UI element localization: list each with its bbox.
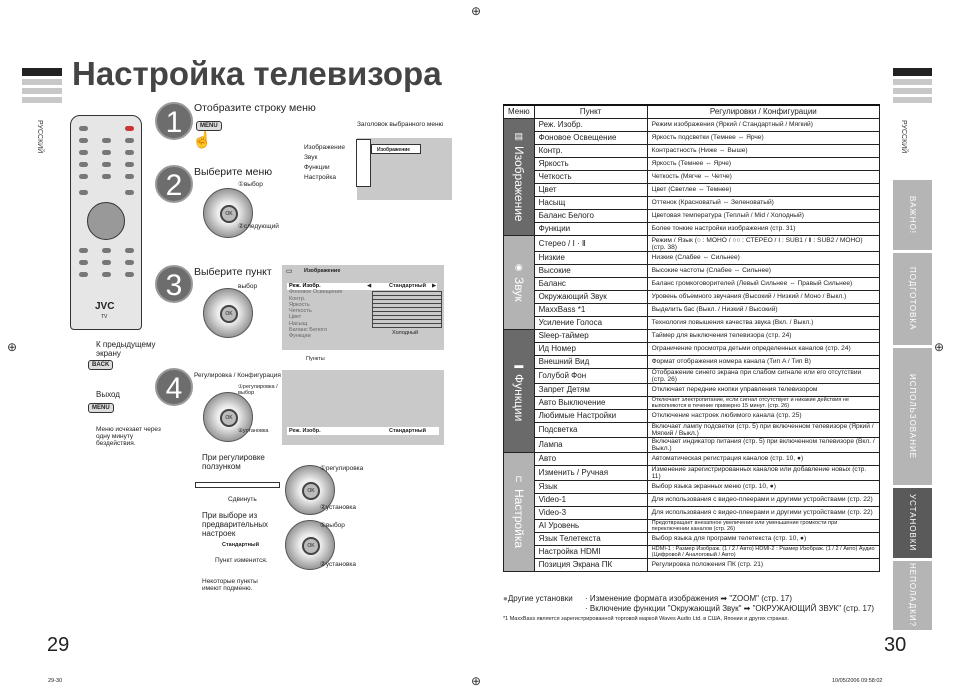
bottom-value: Холодный — [392, 330, 419, 336]
other-settings-line-2: · Включение функции "Окружающий Звук" ➡ "ОКРУЖАЮЩИЙ ЗВУК" (стр. 17) — [585, 604, 875, 613]
table-row — [504, 131, 880, 144]
item-name: Яркость — [534, 157, 647, 170]
table-row — [504, 118, 880, 131]
screen-item: Контр. — [289, 295, 306, 302]
slider-adjust: ①регулировка — [320, 465, 364, 472]
item-name: Функции — [534, 222, 647, 235]
item-description: Предотвращает внезапное увеличение или уменьшение громкости при переключении каналов (стр. 26) — [647, 519, 879, 532]
step-2-number: 2 — [155, 165, 193, 203]
item-name: Баланс Белого — [534, 209, 647, 222]
column-header-settings: Регулировки / Конфигурации — [647, 105, 879, 118]
table-row — [504, 144, 880, 157]
side-tab-4[interactable]: НЕПОЛАДКИ? — [893, 561, 932, 630]
registration-mark-icon: ⊕ — [7, 340, 18, 354]
table-row — [504, 506, 880, 519]
navigation-pad: OK — [203, 288, 253, 338]
registration-mark-icon: ⊕ — [471, 4, 482, 18]
item-description: Для использования с видео-плеерами и другими устройствами (стр. 22) — [647, 506, 879, 519]
other-settings — [503, 594, 883, 613]
slider-set: ②установка — [320, 504, 357, 511]
item-description: Контрастность (Ниже ⇔ Выше) — [647, 144, 879, 157]
table-row — [504, 383, 880, 396]
exit-key: MENU — [88, 403, 114, 413]
item-name: Стерео / Ⅰ · Ⅱ — [534, 235, 647, 251]
item-description: Включает индикатор питания (стр. 5) при включенном телевизоре (Вкл. / Выкл.) — [647, 437, 879, 452]
menu-key: MENU — [196, 121, 222, 131]
menu-group-0 — [504, 118, 535, 235]
item-name: Фоновое Освещение — [534, 131, 647, 144]
item-description: Формат отображения номера канала (Тип A / Тип B) — [647, 355, 879, 368]
item-description: Отображение синего экрана при слабом сигнале или его отсутствии (стр. 26) — [647, 368, 879, 383]
table-row — [504, 290, 880, 303]
remote-brand: JVC — [95, 301, 115, 312]
item-description: Более тонкие настройки изображения (стр. 31) — [647, 222, 879, 235]
item-name: Лампа — [534, 437, 647, 452]
item-name: Изменить / Ручная — [534, 465, 647, 480]
preset-set: ②установка — [320, 561, 357, 568]
item-name: Реж. Изобр. — [534, 118, 647, 131]
item-description: Высокие частоты (Слабее ⇔ Сильнее) — [647, 264, 879, 277]
item-description: Ограничение просмотра детьми определенных каналов (стр. 24) — [647, 342, 879, 355]
next-hint: ②следующий — [238, 223, 279, 230]
setup-icon: ⊓ — [515, 474, 523, 485]
item-value: Стандартный — [389, 283, 426, 289]
table-row — [504, 493, 880, 506]
table-row — [504, 251, 880, 264]
item-description: Включает лампу подсветки (стр. 5) при включенном телевизоре (Яркий / Мягкий / Выкл.) — [647, 422, 879, 437]
item-name: Язык Телетекста — [534, 532, 647, 545]
language-label: РУССКИЙ — [900, 120, 907, 154]
table-row — [504, 368, 880, 383]
select-hint: выбор — [238, 283, 258, 290]
menu-group-3 — [504, 452, 535, 571]
item-description: Отключает передние кнопки управления телевизором — [647, 383, 879, 396]
exit-note: Выход — [96, 390, 120, 399]
screen-item: Фоновое Освещение — [289, 289, 343, 296]
item-description: HDMI-1 : Размер Изображ. (1 / 2 / Авто) HDMI-2 : Размер Изображ. (1 / 2 / Авто) Аудио (Цифровой / Аналоговый / Авто) — [647, 545, 879, 558]
item-name: Sleep-таймер — [534, 329, 647, 342]
bullet-icon: ● — [503, 594, 508, 603]
set-hint: ②установка — [238, 428, 269, 434]
menu-icon-column — [356, 139, 371, 187]
menu-label-sound: Звук — [304, 154, 318, 161]
table-row — [504, 170, 880, 183]
table-row — [504, 519, 880, 532]
side-tab-0[interactable]: ВАЖНО! — [893, 180, 932, 250]
selected-menu-title: Изображение — [371, 144, 421, 154]
table-row — [504, 558, 880, 571]
item-name: Запрет Детям — [534, 383, 647, 396]
timeout-note: Меню исчезает через одну минуту бездействия. — [96, 426, 161, 447]
item-name: Video-3 — [534, 506, 647, 519]
item-description: Изменение зарегистрированных каналов или добавление новых (стр. 11) — [647, 465, 879, 480]
step-4-title: Регулировка / Конфигурация — [194, 372, 281, 379]
item-description: Таймер для выключения телевизора (стр. 24) — [647, 329, 879, 342]
item-name: Любимые Настройки — [534, 409, 647, 422]
screen-item: Реж. Изобр. — [289, 283, 321, 289]
item-name: Авто — [534, 452, 647, 465]
preset-select: ①выбор — [320, 522, 345, 529]
language-label: РУССКИЙ — [36, 120, 43, 154]
item-description: Цвет (Светлее ⇔ Темнее) — [647, 183, 879, 196]
navigation-pad: OK — [203, 392, 253, 442]
footnote: *1 MaxxBass является зарегистрированной торговой маркой Waves Audio Ltd. в США, Японии и других странах. — [503, 616, 789, 622]
remote-control — [70, 115, 142, 330]
registration-mark-icon: ⊕ — [471, 674, 482, 688]
table-row — [504, 437, 880, 452]
item-screen — [282, 265, 444, 350]
item-description: Режим изображения (Яркий / Стандартный / Мягкий) — [647, 118, 879, 131]
slider-heading: При регулировке ползунком — [202, 453, 265, 471]
item-description: Выбор языка экранных меню (стр. 10, ●) — [647, 480, 879, 493]
preset-heading: При выборе из предварительных настроек — [202, 511, 269, 538]
item-description: Четкость (Мягче ⇔ Четче) — [647, 170, 879, 183]
menu-label-picture: Изображение — [304, 144, 345, 151]
item-name: Баланс — [534, 277, 647, 290]
step-1-number: 1 — [155, 102, 193, 140]
item-name: Четкость — [534, 170, 647, 183]
table-row — [504, 183, 880, 196]
menu-group-label: Функции — [511, 373, 526, 422]
hand-pointer-icon: ☝ — [192, 132, 212, 149]
page-title: Настройка телевизора — [72, 55, 442, 92]
left-arrow-icon: ◀ — [367, 283, 372, 289]
menu-group-1 — [504, 235, 535, 329]
select-hint: ①выбор — [238, 181, 263, 188]
items-caption: Пункты — [306, 356, 325, 362]
column-header-menu: Меню — [504, 105, 535, 118]
item-name: Голубой Фон — [534, 368, 647, 383]
menu-group-label: Настройка — [511, 489, 526, 549]
item-name: Ид Номер — [534, 342, 647, 355]
item-description: Выбор языка для программ телетекста (стр. 10, ●) — [647, 532, 879, 545]
table-row — [504, 545, 880, 558]
item-name: Позиция Экрана ПК — [534, 558, 647, 571]
item-name: Усиление Голоса — [534, 316, 647, 329]
item-description: Отключение настроек любимого канала (стр. 25) — [647, 409, 879, 422]
item-name: AI Уровень — [534, 519, 647, 532]
step-4-number: 4 — [155, 368, 193, 406]
picture-icon: ▭ — [286, 268, 293, 275]
table-row — [504, 452, 880, 465]
table-row — [504, 235, 880, 251]
side-tab-1[interactable]: ПОДГОТОВКА — [893, 253, 932, 345]
item-description: Режим / Язык (○ : МОНО / ○○ : СТЕРЕО / Ⅰ : SUB1 / Ⅱ : SUB2 / МОНО) (стр. 38) — [647, 235, 879, 251]
back-key: BACK — [88, 360, 113, 370]
navigation-pad: OK — [203, 188, 253, 238]
side-tab-3[interactable]: УСТАНОВКИ — [893, 488, 932, 558]
item-description: Регулировка положения ПК (стр. 21) — [647, 558, 879, 571]
other-settings-label: Другие установки — [507, 594, 573, 603]
table-row — [504, 342, 880, 355]
item-name: Авто Выключение — [534, 396, 647, 409]
item-name: Высокие — [534, 264, 647, 277]
screen-item: Баланс Белого — [289, 327, 328, 334]
registration-mark-icon: ⊕ — [934, 340, 945, 354]
screen-item: Яркость — [289, 301, 310, 308]
value-bars — [372, 291, 442, 328]
adjust-hint: ①регулировка / выбор — [238, 384, 278, 396]
item-name: Внешний Вид — [534, 355, 647, 368]
navigation-pad: OK — [285, 465, 335, 515]
table-row — [504, 157, 880, 170]
table-row — [504, 277, 880, 290]
step-3-number: 3 — [155, 265, 193, 303]
table-row — [504, 316, 880, 329]
menu-header-caption: Заголовок выбранного меню — [357, 121, 444, 128]
navigation-pad: OK — [285, 520, 335, 570]
menu-group-label: Изображение — [511, 146, 526, 222]
screen-item: Функции — [289, 333, 311, 340]
adjust-screen — [282, 370, 444, 445]
item-description: Яркость (Темнее ⇔ Ярче) — [647, 157, 879, 170]
item-description: Выделить бас (Выкл. / Низкий / Высокий) — [647, 303, 879, 316]
item-description: Цветовая температура (Теплый / Mid / Холодный) — [647, 209, 879, 222]
item-description: Технология повышения качества звука (Вкл. / Выкл.) — [647, 316, 879, 329]
item-description: Низкие (Слабее ⇔ Сильнее) — [647, 251, 879, 264]
table-row — [504, 329, 880, 342]
item-name: Низкие — [534, 251, 647, 264]
table-row — [504, 532, 880, 545]
table-row — [504, 264, 880, 277]
picture-icon: ▤ — [514, 131, 524, 142]
screen-item: Четкость — [289, 308, 312, 315]
item-description: Для использования с видео-плеерами и другими устройствами (стр. 22) — [647, 493, 879, 506]
item-name: Настройка HDMI — [534, 545, 647, 558]
step-2-title: Выберите меню — [194, 166, 273, 178]
table-row — [504, 355, 880, 368]
settings-table — [503, 104, 880, 572]
item-name: Цвет — [534, 183, 647, 196]
slider-move: Сдвинуть — [228, 496, 257, 503]
other-settings-line-1: · Изменение формата изображения ➡ "ZOOM" (стр. 17) — [585, 594, 793, 603]
remote-model: TV — [101, 314, 108, 320]
features-icon: ▬ — [514, 359, 524, 370]
menu-label-features: Функции — [304, 164, 330, 171]
table-row — [504, 422, 880, 437]
item-name: Окружающий Звук — [534, 290, 647, 303]
submenu-note: Некоторые пункты имеют подменю. — [202, 578, 258, 592]
adjust-item: Реж. Изобр. — [289, 428, 321, 434]
item-name: Язык — [534, 480, 647, 493]
step-1-title: Отобразите строку меню — [194, 102, 316, 114]
item-description: Автоматическая регистрация каналов (стр. 10, ●) — [647, 452, 879, 465]
screen-item: Цвет — [289, 314, 302, 321]
table-row — [504, 396, 880, 409]
header-bars — [22, 68, 62, 106]
item-name: MaxxBass *1 — [534, 303, 647, 316]
table-row — [504, 480, 880, 493]
back-note: К предыдущему экрану — [96, 340, 156, 358]
print-code: 29-30 — [48, 678, 63, 684]
slider-bar — [195, 482, 280, 488]
speaker-icon: ◉ — [514, 262, 523, 273]
right-arrow-icon: ▶ — [432, 283, 437, 289]
item-description: Оттенок (Красноватый ⇔ Зеленоватый) — [647, 196, 879, 209]
step-3-title: Выберите пункт — [194, 266, 272, 278]
table-row — [504, 409, 880, 422]
item-description: Уровень объемного звучания (Высокий / Низкий / Моно / Выкл.) — [647, 290, 879, 303]
page-number-right: 30 — [884, 634, 907, 656]
preset-changes: Пункт изменится. — [215, 557, 268, 564]
table-row — [504, 196, 880, 209]
item-description: Отключает электропитание, если сигнал отсутствует и никакие действия не выполняются в течение примерно 15 минут. (стр. 26) — [647, 396, 879, 409]
table-row — [504, 222, 880, 235]
item-description: Яркость подсветки (Темнее ⇔ Ярче) — [647, 131, 879, 144]
print-date: 10/05/2006 09:58:02 — [832, 678, 883, 684]
item-list — [289, 283, 342, 340]
table-row — [504, 303, 880, 316]
item-name: Насыщ — [534, 196, 647, 209]
item-name: Подсветка — [534, 422, 647, 437]
menu-group-label: Звук — [511, 277, 526, 302]
item-name: Video-1 — [534, 493, 647, 506]
table-row — [504, 209, 880, 222]
side-tab-2[interactable]: ИСПОЛЬЗОВАНИЕ — [893, 348, 932, 485]
header-bars — [893, 68, 932, 106]
item-description: Баланс громкоговорителей (Левый Сильнее ⇔ Правый Сильнее) — [647, 277, 879, 290]
menu-group-2 — [504, 329, 535, 452]
table-row — [504, 465, 880, 480]
item-screen-header: Изображение — [304, 268, 341, 274]
page-number-left: 29 — [47, 634, 70, 656]
column-header-item: Пункт — [534, 105, 647, 118]
preset-value: Стандартный — [222, 542, 259, 548]
menu-label-setup: Настройка — [304, 174, 336, 181]
item-name: Контр. — [534, 144, 647, 157]
screen-item: Насыщ — [289, 320, 308, 327]
adjust-value: Стандартный — [389, 428, 426, 434]
